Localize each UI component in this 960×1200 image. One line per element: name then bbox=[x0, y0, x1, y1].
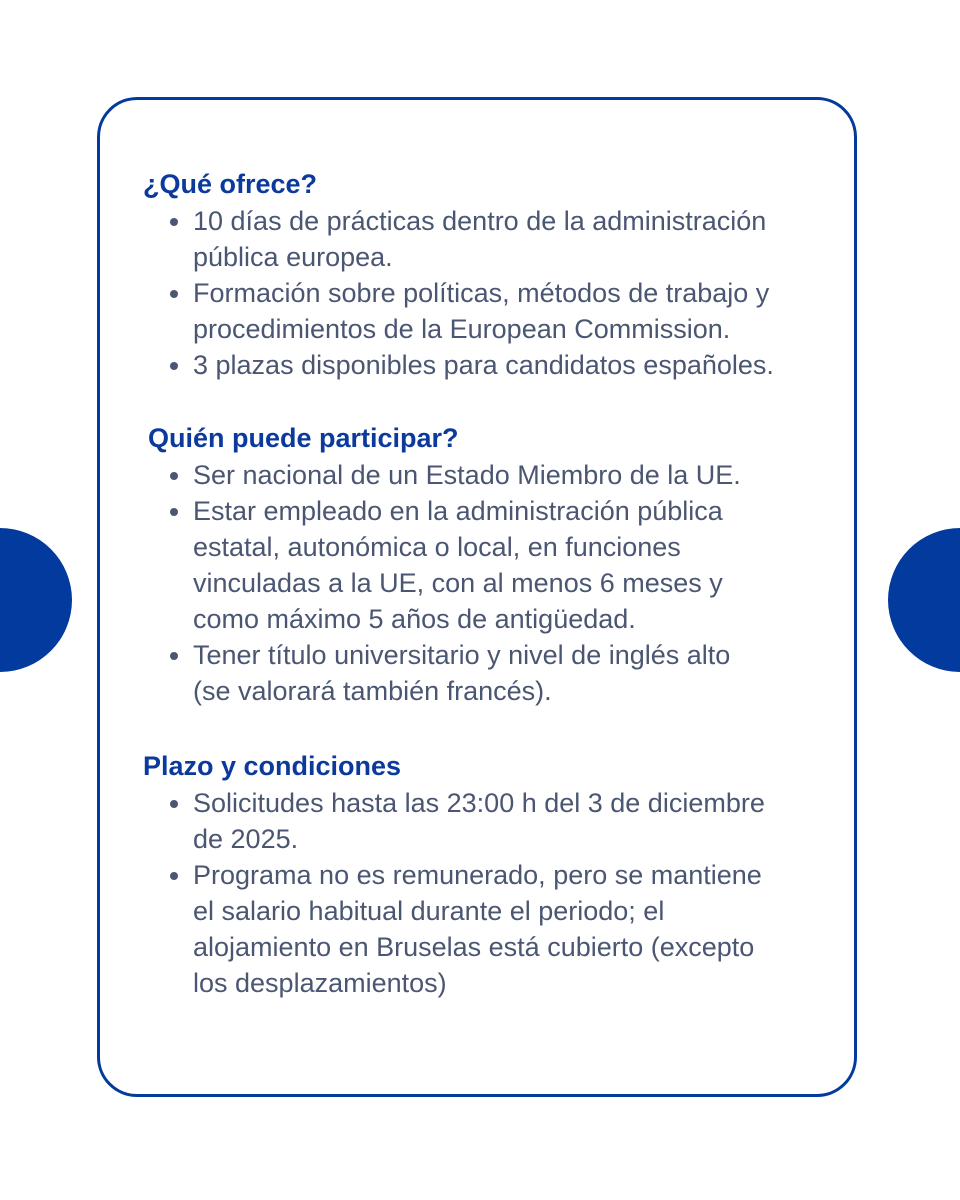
list-item: Programa no es remunerado, pero se mantiene el salario habitual durante el periodo; el alojamiento en Bruselas está cubierto (excepto los desplazamientos) bbox=[100, 857, 833, 1001]
section-title: Quién puede participar? bbox=[148, 423, 459, 453]
list-item: Solicitudes hasta las 23:00 h del 3 de diciembre de 2025. bbox=[100, 785, 833, 857]
bullet-dot-icon bbox=[170, 472, 178, 480]
bullet-list bbox=[100, 457, 833, 709]
section-title: Plazo y condiciones bbox=[143, 751, 402, 781]
bullet-dot-icon bbox=[170, 508, 178, 516]
bullet-dot-icon bbox=[170, 800, 178, 808]
list-item: Estar empleado en la administración pública estatal, autonómica o local, en funciones vinculadas a la UE, con al menos 6 meses y como máximo 5 años de antigüedad. bbox=[100, 493, 833, 637]
left-decorative-circle bbox=[0, 528, 72, 672]
list-item: 3 plazas disponibles para candidatos españoles. bbox=[100, 347, 833, 383]
bullet-dot-icon bbox=[170, 290, 178, 298]
list-item: 10 días de prácticas dentro de la administración pública europea. bbox=[100, 203, 833, 275]
right-decorative-circle bbox=[888, 528, 960, 672]
bullet-dot-icon bbox=[170, 652, 178, 660]
bullet-dot-icon bbox=[170, 218, 178, 226]
list-item: Ser nacional de un Estado Miembro de la UE. bbox=[100, 457, 833, 493]
bullet-dot-icon bbox=[170, 872, 178, 880]
section-title: ¿Qué ofrece? bbox=[143, 169, 318, 199]
bullet-dot-icon bbox=[170, 362, 178, 370]
bullet-list bbox=[100, 785, 833, 1001]
list-item: Tener título universitario y nivel de inglés alto (se valorará también francés). bbox=[100, 637, 833, 709]
info-card bbox=[97, 97, 857, 1097]
bullet-list bbox=[100, 203, 833, 383]
list-item: Formación sobre políticas, métodos de trabajo y procedimientos de la European Commission. bbox=[100, 275, 833, 347]
